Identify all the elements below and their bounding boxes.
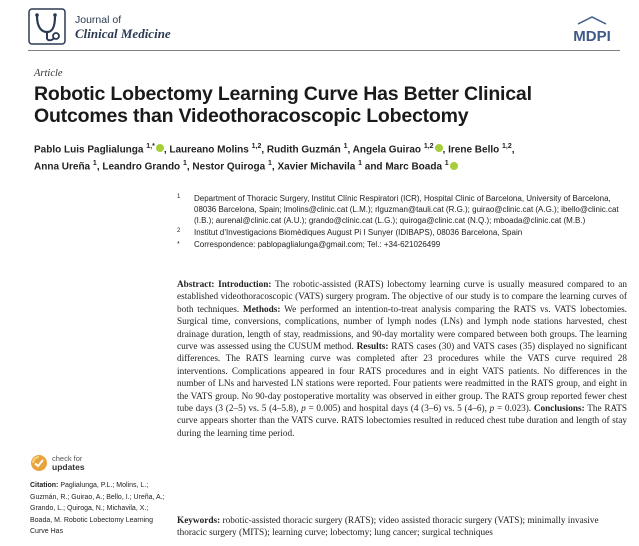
- author-name[interactable]: Anna Ureña: [34, 161, 91, 173]
- correspondence-text[interactable]: Correspondence: pablopaglialunga@gmail.com; Tel.: +34-621026499: [194, 240, 441, 249]
- mdpi-logo-text: MDPI: [573, 28, 611, 45]
- author-affiliation: 1: [92, 160, 97, 168]
- author-affiliation: 1,2: [423, 143, 434, 150]
- author-affiliation: 1,2: [251, 143, 262, 150]
- keywords-text: robotic-assisted thoracic surgery (RATS); video assisted thoracic surgery (VATS); minimally invasive thoracic surgery (MITS); learning curve; lobectomy; lung cancer; surgical techniques: [177, 516, 599, 539]
- results-label: Results: [356, 342, 386, 353]
- keywords: [177, 515, 627, 540]
- orcid-icon[interactable]: [156, 144, 164, 152]
- orcid-icon[interactable]: [450, 162, 458, 170]
- author-name[interactable]: Rudith Guzmán: [266, 144, 341, 156]
- keywords-label: Keywords:: [177, 516, 221, 526]
- orcid-icon[interactable]: [435, 144, 443, 152]
- p-value-symbol: p: [301, 404, 306, 415]
- affiliation-2: [177, 227, 627, 238]
- author-name[interactable]: Irene Bello: [448, 144, 500, 156]
- journal-logo-icon: [28, 8, 68, 46]
- author-name[interactable]: Marc Boada: [385, 161, 443, 173]
- introduction-text: The robotic-assisted (RATS) lobectomy learning curve is usually measured compared to an established videothoracoscopic (VATS) surgery program. The objective of our study is to compare the learning curves of both techniques.: [177, 280, 627, 315]
- methods-text: We performed an intention-to-treat analysis comparing the RATS vs. VATS lobectomies. Surgical time, conversions, complications, number of lymph nodes (LNs) and lymph node stations harvested, chest drainage duration, length of stay, readmissions, and 90-day mortality were compared between both groups. The learning curve was assessed using the CUSUM method.: [177, 304, 627, 353]
- author-name[interactable]: Laureano Molins: [169, 144, 249, 156]
- author-list: Pablo Luis Paglialunga $^{1,*}$ , Laureano Molins $^{1,2}$, Rudith Guzmán $^1$, Angela Guirao $^{1,2}$ , Irene Bello $^{1,2}$, Anna Ureña $^1$, Leandro Grando $^1$, Nestor Quiroga $^1$, Xavier Michavila $^1$ and Marc Boada $^1$: [34, 143, 515, 173]
- author-affiliation: 1: [444, 160, 449, 168]
- author-affiliation: 1: [268, 160, 272, 168]
- results-p1: = 0.005) and hospital days (4 (3–6) vs. 5 (4–6),: [308, 404, 487, 415]
- author-name[interactable]: Leandro Grando: [102, 161, 181, 173]
- conclusions-label: Conclusions: [533, 404, 582, 415]
- author-affiliation: 1: [343, 143, 348, 150]
- article-title: Robotic Lobectomy Learning Curve Has Better Clinical Outcomes than Videothoracoscopic Lobectomy: [34, 83, 532, 127]
- author-affiliation: 1,*: [146, 143, 155, 150]
- affiliation-text: Institut d’Investigacions Biomèdiques August Pi I Sunyer (IDIBAPS), 08036 Barcelona, Spain: [194, 228, 523, 237]
- author-name[interactable]: Xavier Michavila: [277, 161, 356, 173]
- affiliation-number: 1: [177, 194, 181, 200]
- correspondence-mark: *: [177, 241, 180, 248]
- author-name[interactable]: Nestor Quiroga: [192, 161, 266, 173]
- updates-line1: check for: [52, 454, 83, 463]
- updates-line2: updates: [52, 462, 85, 472]
- results-text: RATS cases (30) and VATS cases (35) displayed no significant differences. The RATS learning curve was completed after 23 procedures while the VATS curve required 28 interventions. Complications appeared in four RATS procedures and in eight VATS patients. No differences in the number of LNs and harvested LN stations were reported. Four patients were readmitted in the RATS group, and eight in the VATS group. No 90-day postoperative mortality was observed in either group. The RATS group reported fewer chest tube days (3 (2–5) vs. 5 (4–5.8),: [177, 342, 627, 415]
- author-affiliation: 1: [182, 160, 187, 168]
- results-p2: = 0.023).: [496, 404, 532, 415]
- citation-text: Paglialunga, P.L.; Molins, L.; Guzmán, R.; Guirao, A.; Bello, I.; Ureña, A.; Grando, L.; Quiroga, N.; Michavila, X.; Boada, M. Robotic Lobectomy Learning Curve Has: [30, 482, 165, 535]
- abstract-label: Abstract:: [177, 280, 215, 290]
- conclusions-text: The RATS curve appears shorter than the VATS curve. RATS lobectomies resulted in reduced chest tube duration and length of stay during the learning time period.: [177, 404, 627, 439]
- correspondence: [177, 239, 627, 250]
- affiliation-text: Department of Thoracic Surgery, Institut Clínic Respiratori (ICR), Hospital Clinic of Barcelona, University of Barcelona, 08036 Barcelona, Spain; lmolins@clinic.cat (L.M.); rlguzman@tauli.cat (R.G.); guirao@clinic.cat (A.G.); ibello@clinic.cat (I.B.); aurenal@clinic.cat (A.U.); grando@clinic.cat (L.G.); quiroga@clinic.cat (N.Q.); mboada@clinic.cat (M.B.): [194, 194, 619, 225]
- citation-label: Citation:: [30, 482, 59, 489]
- mdpi-logo[interactable]: [566, 16, 618, 46]
- abstract: Abstract: Introduction: The robotic-assisted (RATS) lobectomy learning curve is usually measured compared to an established videothoracoscopic (VATS) surgery program. The objective of our study is to compare the learning curves of both techniques. Methods: We performed an intention-to-treat analysis comparing the RATS vs. VATS lobectomies. Surgical time, conversions, complications, number of lymph nodes (LNs) and lymph node stations harvested, chest drainage duration, length of stay, readmissions, and 90-day mortality were compared between both groups. The learning curve was assessed using the CUSUM method. Results: RATS cases (30) and VATS cases (35) displayed no significant differences. The RATS learning curve was completed after 23 procedures while the VATS curve required 28 interventions. Complications appeared in four RATS procedures and in eight VATS patients. No differences in the number of LNs and harvested LN stations were reported. Four patients were readmitted in the RATS group, and eight in the VATS group. No 90-day postoperative mortality was observed in either group. The RATS group reported fewer chest tube days (3 (2–5) vs. 5 (4–5.8), p = 0.005) and hospital days (4 (3–6) vs. 5 (4–6), p = 0.023). Conclusions: The RATS curve appears shorter than the VATS curve. RATS lobectomies resulted in reduced chest tube duration and length of stay during the learning time period.: [177, 280, 627, 439]
- affiliation-number: 2: [177, 228, 181, 234]
- author-name[interactable]: Pablo Luis Paglialunga: [34, 144, 144, 156]
- author-name[interactable]: Angela Guirao: [352, 144, 422, 156]
- article-type: Article: [34, 68, 63, 79]
- journal-name-line2: Clinical Medicine: [75, 26, 171, 41]
- author-affiliation: 1: [358, 160, 362, 168]
- p-value-symbol: p: [489, 404, 495, 415]
- methods-label: Methods: [242, 304, 278, 315]
- journal-name-line1: Journal of: [75, 14, 122, 26]
- author-affiliation: 1,2: [502, 143, 512, 150]
- affiliation-1: [177, 193, 627, 226]
- check-for-updates-button[interactable]: [30, 452, 110, 474]
- header-divider: [28, 50, 620, 51]
- introduction-label: Introduction: [218, 280, 269, 290]
- check-for-updates-icon: [30, 454, 48, 472]
- affiliations: [177, 193, 627, 251]
- journal-name[interactable]: [75, 14, 171, 42]
- citation: [30, 480, 165, 538]
